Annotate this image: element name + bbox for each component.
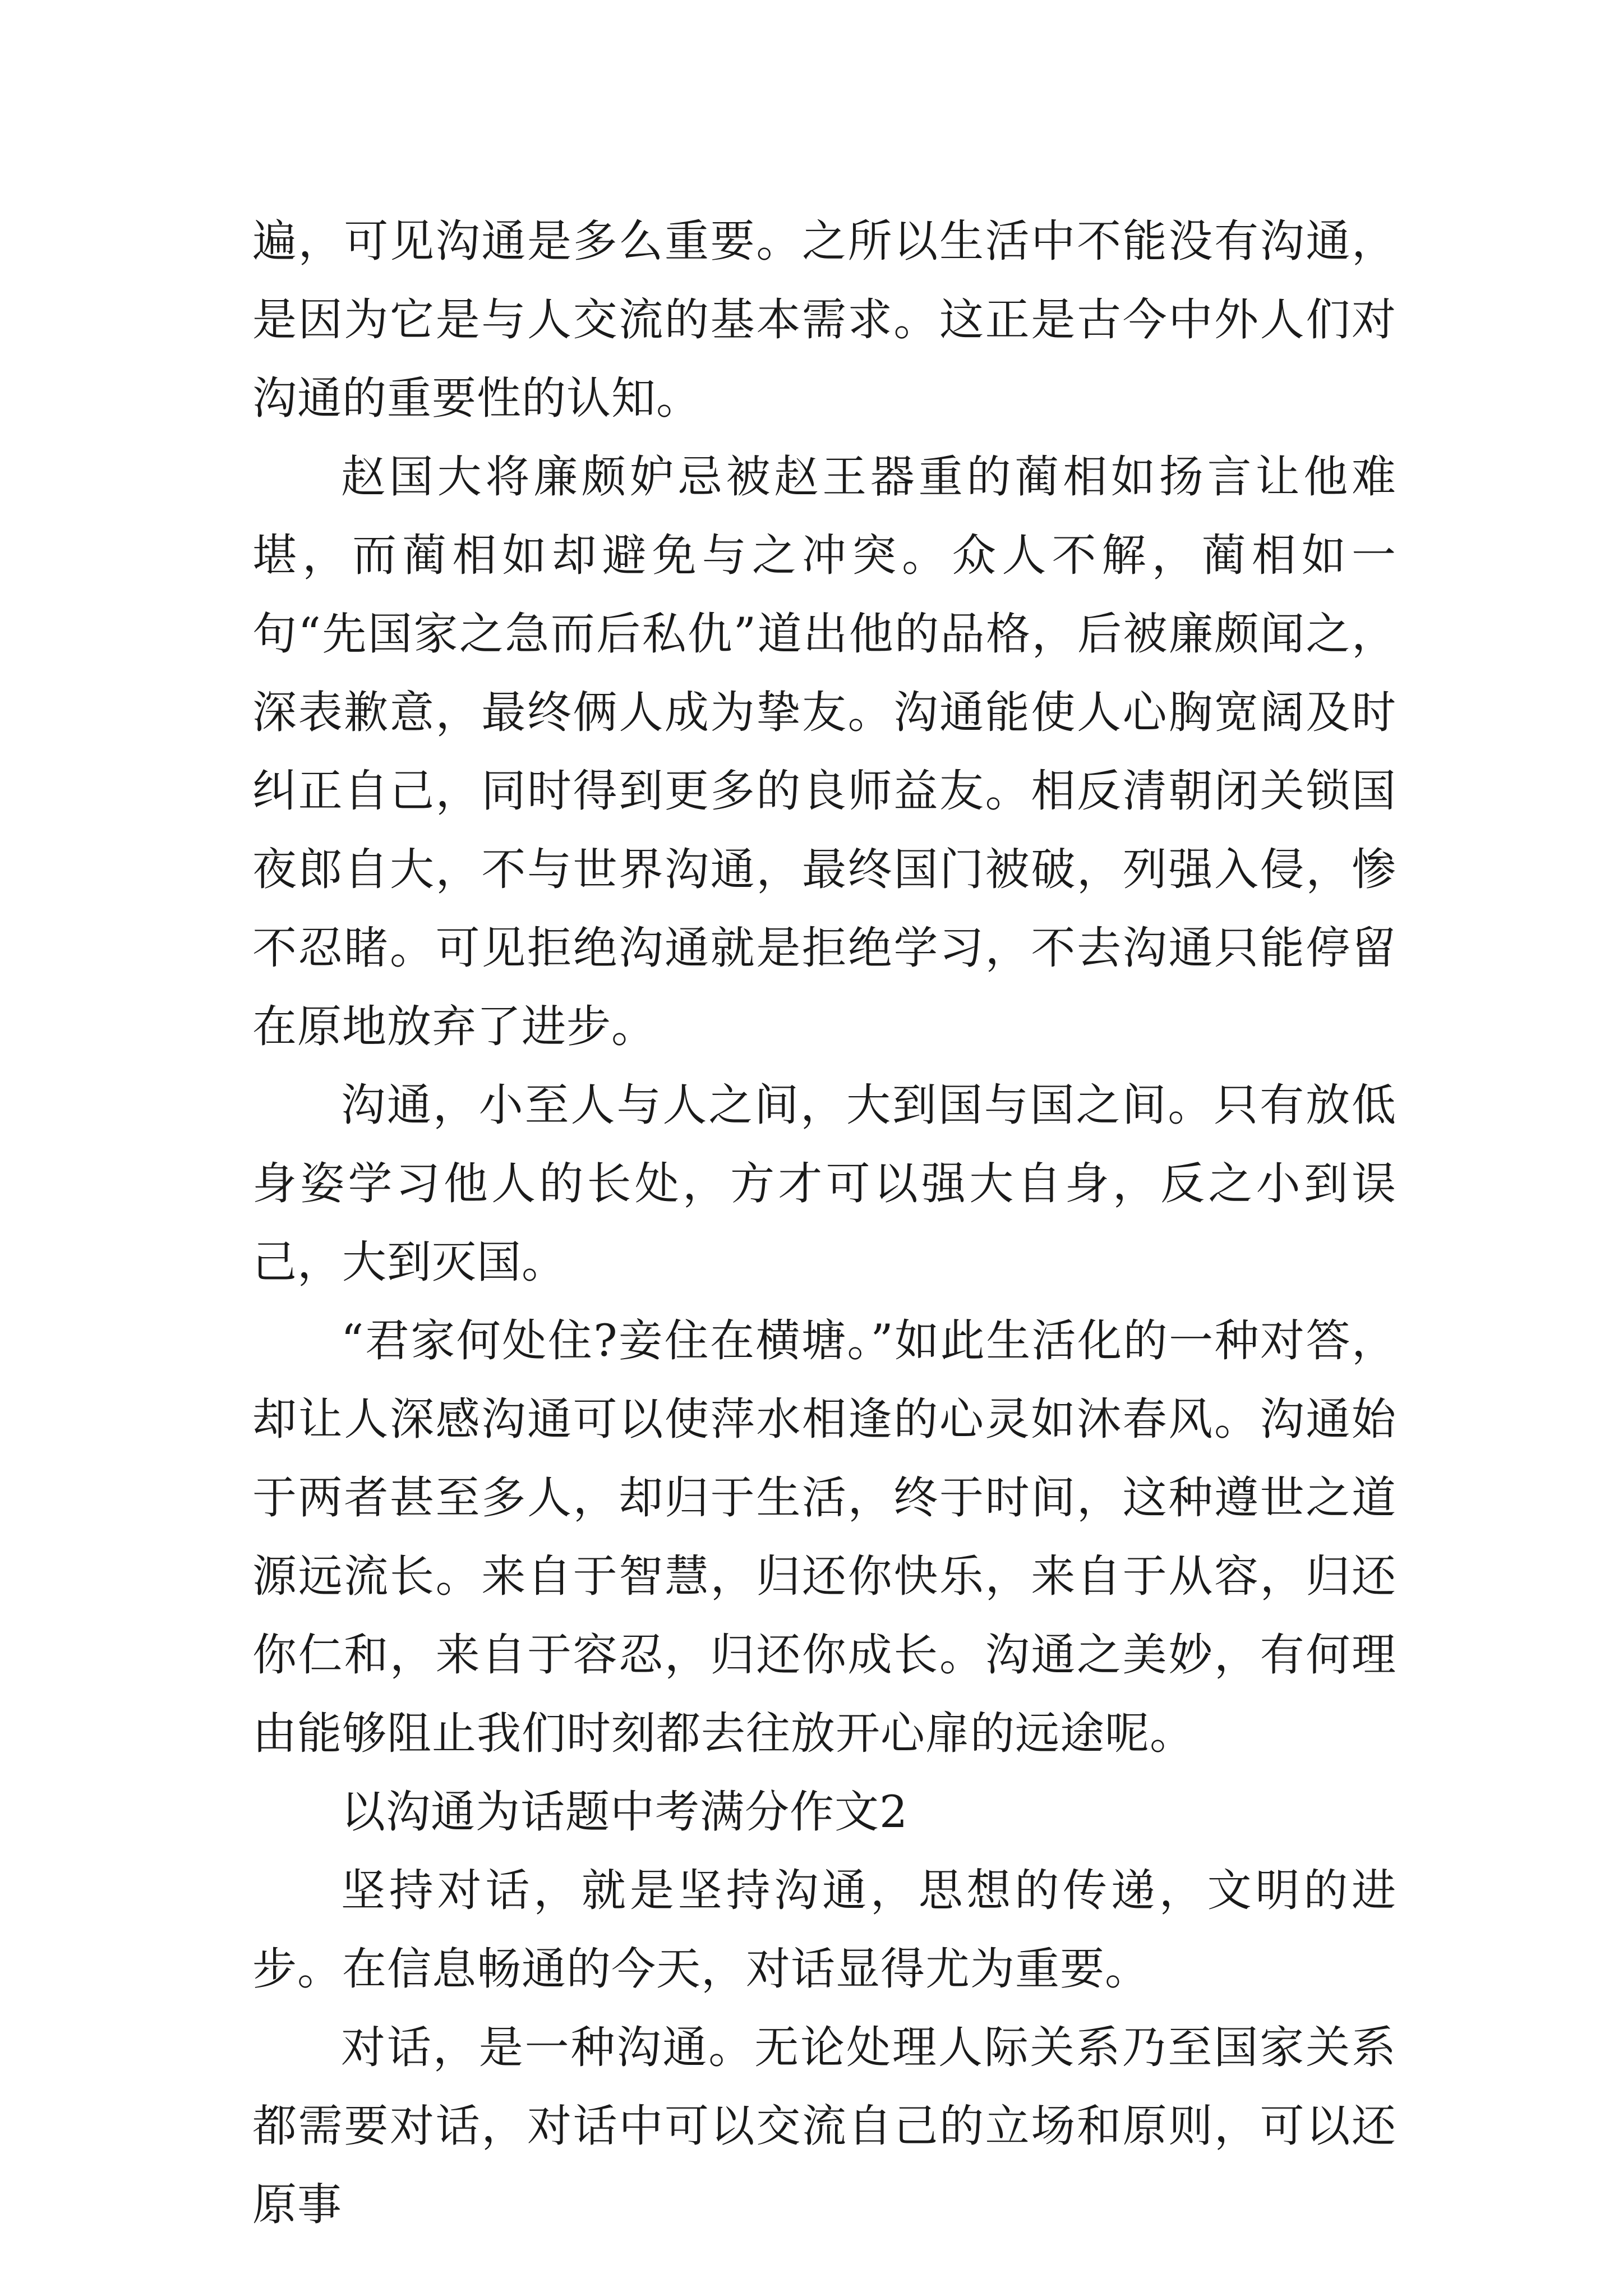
paragraph-4: “君家何处住?妾住在横塘。”如此生活化的一种对答，却让人深感沟通可以使萍水相逢的心灵如沐春风。沟通始于两者甚至多人，却归于生活，终于时间，这种遵世之道源远流长。来自于智慧，归还你快乐，来自于从容，归还你仁和，来自于容忍，归还你成长。沟通之美妙，有何理由能够阻止我们时刻都去往放开心扉的远途呢。 [252, 1315, 1396, 1759]
paragraph-2: 赵国大将廉颇妒忌被赵王器重的蔺相如扬言让他难堪，而蔺相如却避免与之冲突。众人不解，蔺相如一句“先国家之急而后私仇”道出他的品格，后被廉颇闻之，深表歉意，最终俩人成为挚友。沟通能使人心胸宽阔及时纠正自己，同时得到更多的良师益友。相反清朝闭关锁国夜郎自大，不与世界沟通，最终国门被破，列强入侵，惨不忍睹。可见拒绝沟通就是拒绝学习，不去沟通只能停留在原地放弃了进步。 [252, 451, 1396, 1052]
paragraph-3: 沟通，小至人与人之间，大到国与国之间。只有放低身姿学习他人的长处，方才可以强大自身，反之小到误己，大到灭国。 [252, 1079, 1396, 1288]
section-heading: 以沟通为话题中考满分作文2 [341, 1786, 909, 1838]
document-page [252, 202, 1396, 2244]
paragraph-1: 遍，可见沟通是多么重要。之所以生活中不能没有沟通，是因为它是与人交流的基本需求。这正是古今中外人们对沟通的重要性的认知。 [252, 215, 1396, 424]
paragraph-5: 坚持对话，就是坚持沟通，思想的传递，文明的进步。在信息畅通的今天，对话显得尤为重要。 [252, 1865, 1396, 1995]
paragraph-6: 对话，是一种沟通。无论处理人际关系乃至国家关系都需要对话，对话中可以交流自己的立场和原则，可以还原事 [252, 2022, 1396, 2230]
